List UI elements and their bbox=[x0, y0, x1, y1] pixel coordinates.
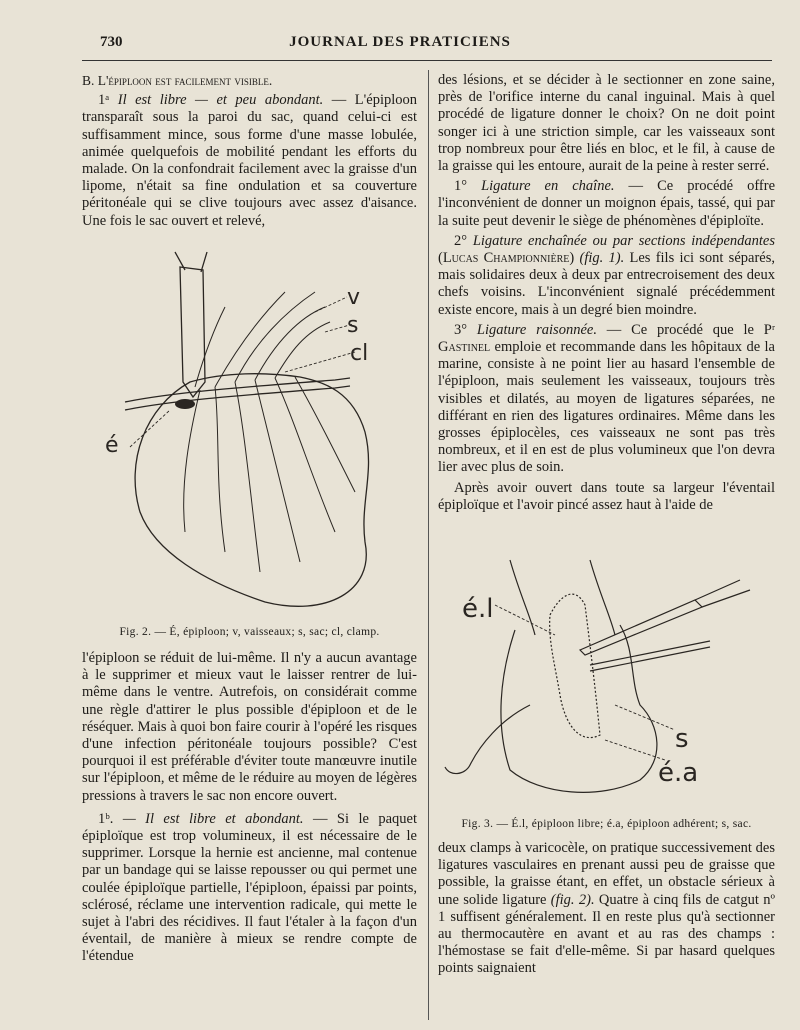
paragraph bbox=[82, 92, 417, 230]
paragraph-label: 1° bbox=[454, 178, 468, 195]
figure-2-caption: Fig. 2. — É, épiploon; v, vaisseaux; s, sac; cl, clamp. bbox=[119, 626, 380, 638]
paragraph-lead: Ligature enchaînée ou par sections indépendantes bbox=[472, 232, 775, 249]
paragraph bbox=[438, 233, 775, 319]
author-name: Gastinel bbox=[438, 339, 491, 356]
paragraph bbox=[82, 811, 417, 966]
paragraph-text: deux clamps à varicocèle, on pratique successivement des ligatures vasculaires en prenant aussi peu de graisse que possible, la graisse étant, en effet, un obstacle sérieux à une solide ligature bbox=[438, 840, 775, 908]
author-name: (Lucas Championnière) bbox=[438, 250, 575, 267]
right-column-top bbox=[438, 72, 775, 517]
paragraph bbox=[438, 840, 775, 978]
figure-reference: (fig. 2). bbox=[550, 891, 595, 908]
label-v: v bbox=[347, 285, 361, 310]
figure-3-illustration bbox=[440, 555, 775, 810]
paragraph-text: — L'épiploon transparaît sous la paroi du sac, quand celui-ci est suffisamment mince, sous forme d'une masse lobulée, animée quelquefois de mobilité pendant les efforts du malade. On la confondrait facilement avec la graisse d'un lipome, n'était sa fine ondulation et sa couverture péritonéale qui se clive toujours avec assez d'aisance. Une fois le sac ouvert et relevé, bbox=[82, 92, 418, 229]
epiploon-outline bbox=[135, 374, 368, 607]
journal-title: JOURNAL DES PRATICIENS bbox=[289, 34, 511, 50]
left-column-top bbox=[82, 72, 417, 233]
figure-3-caption: Fig. 3. — É.l, épiploon libre; é.a, épiploon adhérent; s, sac. bbox=[461, 818, 752, 830]
label-ea: é.a bbox=[658, 758, 699, 788]
paragraph-label: 1ᵃ bbox=[98, 92, 110, 109]
paragraph-label: 2° bbox=[454, 232, 468, 249]
page-header bbox=[0, 30, 800, 60]
forceps-lower bbox=[590, 641, 710, 665]
paragraph: Après avoir ouvert dans toute sa largeur l'éventail épiploïque et l'avoir pincé assez haut à l'aide de bbox=[438, 479, 775, 513]
header-rule bbox=[82, 60, 772, 61]
column-divider bbox=[428, 70, 429, 1020]
section-heading bbox=[82, 72, 417, 89]
paragraph-text: emploie et recommande dans les hôpitaux de la marine, consiste à ne point lier au hasard l'ensemble de l'épiploon, mais seulement les vaisseaux, toujours très visibles et dilatés, au moyen de ligatures séparées, ne différant en rien des ligatures ordinaires. Même dans les grosses épiplocèles, ces vaisseaux ne sont pas très nombreux, et il en est de plus volumineux que l'on devra lier avec plus de soin. bbox=[438, 339, 775, 476]
paragraph-lead: Ligature raisonnée. bbox=[476, 321, 597, 338]
paragraph-text: Les fils ici sont séparés, mais solidaires deux à deux par entrecroisement des deux chefs voisins. L'inconvénient signalé précédemment existe encore, mais à un degré bien moindre. bbox=[438, 250, 775, 318]
paragraph-text: — Ce procédé offre l'inconvénient de donner un moignon épais, tassé, qui par la suite peut devenir le siège de phénomènes d'épiploïte. bbox=[438, 178, 776, 229]
paragraph-label: 1ᵇ. bbox=[98, 810, 114, 827]
label-e: é bbox=[105, 433, 119, 458]
paragraph-text: — Si le paquet épiploïque est trop volumineux, il est nécessaire de le supprimer. Lorsque la hernie est ancienne, mal contenue par un bandage qui se laisse repousser ou qui permet une coulée épiploïque partielle, l'épiploon, épaissi par points, sclérosé, réclame une intervention radicale, qui mette le sujet à l'abri des récidives. Il faut l'étaler à la façon d'un éventail, de manière à mieux se rendre compte de l'étendue bbox=[82, 810, 418, 965]
figure-3 bbox=[440, 555, 775, 810]
left-column-bottom bbox=[82, 650, 417, 969]
paragraph-label: 3° bbox=[454, 321, 468, 338]
paragraph bbox=[438, 322, 775, 477]
figure-reference: (fig. 1). bbox=[579, 250, 625, 267]
label-s: s bbox=[675, 724, 689, 754]
paragraph-text: — Ce procédé que le Pʳ bbox=[606, 321, 775, 338]
figure-2 bbox=[85, 232, 420, 622]
paragraph bbox=[438, 178, 775, 230]
paragraph: des lésions, et se décider à le sectionner en zone saine, près de l'orifice interne du canal inguinal. Mais à quel procédé de ligature donner le choix? On ne doit point songer ici à une striction simple, car les vaisseaux sont trop nombreux pour être liés en bloc, et le fil, à cause de la graisse qui les entoure, aurait de la peine à rester serré. bbox=[438, 72, 775, 175]
page-number: 730 bbox=[100, 34, 123, 50]
label-el: é.l bbox=[462, 594, 494, 624]
paragraph-lead: — Il est libre et abondant. bbox=[122, 810, 304, 827]
paragraph-text: Quatre à cinq fils de catgut nº 1 suffisent généralement. Il en reste plus qu'à sectionner au thermocautère en avant et au ras des champs : l'hémostase se fait d'elle-même. Si par hasard quelques points saignaient bbox=[438, 891, 775, 977]
paragraph: l'épiploon se réduit de lui-même. Il n'y a aucun avantage à le supprimer et mieux vaut le laisser rentrer de lui-même dans le ventre. Autrefois, on considérait comme une règle d'attirer le plus possible d'épiploon et de le réséquer. Mais à quoi bon faire courir à l'opéré les risques d'une infection péritonéale toujours possible? C'est pourquoi il est préférable d'éviter toute manœuvre inutile sur l'épiploon, et même de le réduire au moyen de légères pressions à travers le sac non encore ouvert. bbox=[82, 650, 417, 804]
right-column-bottom bbox=[438, 840, 775, 981]
label-s: s bbox=[347, 313, 359, 338]
figure-2-illustration bbox=[85, 232, 420, 622]
label-cl: cl bbox=[350, 341, 369, 366]
paragraph-lead: Ligature en chaîne. bbox=[481, 178, 615, 195]
epiploon-libre bbox=[550, 594, 600, 738]
instrument bbox=[180, 267, 205, 397]
section-heading-text: B. L'épiploon est facilement visible. bbox=[82, 73, 273, 88]
paragraph-lead: Il est libre — et peu abondant. bbox=[117, 92, 324, 109]
